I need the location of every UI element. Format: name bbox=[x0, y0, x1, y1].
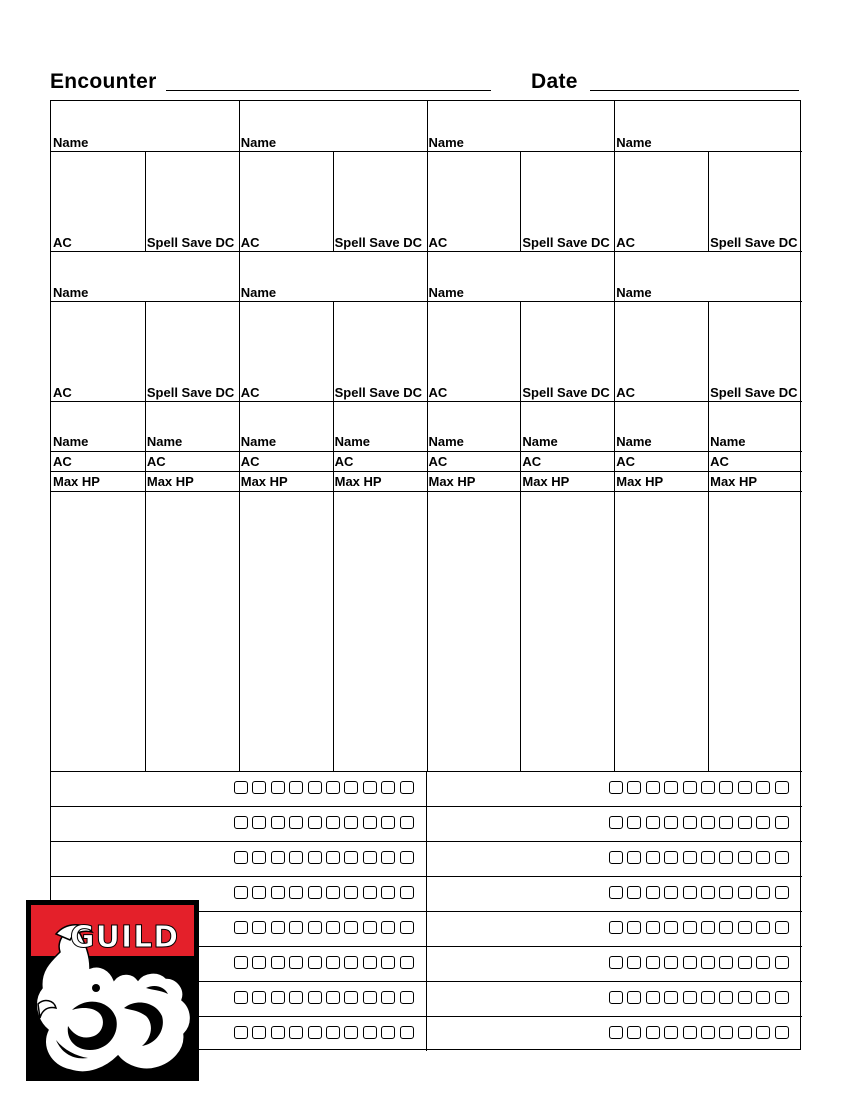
tracker-checkbox[interactable] bbox=[701, 781, 715, 794]
player-name-field[interactable]: Name bbox=[616, 285, 652, 300]
tracker-checkbox[interactable] bbox=[646, 781, 660, 794]
monster-column-divider bbox=[427, 401, 428, 771]
monster-name-field[interactable]: Name bbox=[240, 434, 277, 449]
monster-name-field[interactable]: Name bbox=[53, 434, 89, 449]
tracker-checkbox[interactable] bbox=[738, 886, 752, 899]
monster-hp-tracker-area[interactable] bbox=[241, 493, 331, 769]
tracker-entry-right[interactable] bbox=[428, 913, 606, 944]
tracker-checkbox[interactable] bbox=[701, 991, 715, 1004]
tracker-checkbox[interactable] bbox=[775, 991, 789, 1004]
tracker-checkbox[interactable] bbox=[609, 991, 623, 1004]
player-name-field[interactable]: Name bbox=[53, 135, 89, 150]
tracker-checkbox[interactable] bbox=[344, 886, 358, 899]
tracker-checkbox[interactable] bbox=[756, 886, 770, 899]
tracker-checkbox[interactable] bbox=[775, 851, 789, 864]
tracker-entry-left[interactable] bbox=[53, 773, 231, 804]
tracker-checkbox[interactable] bbox=[363, 781, 377, 794]
player-ac-field[interactable]: AC bbox=[240, 235, 260, 250]
tracker-checkbox[interactable] bbox=[252, 851, 266, 864]
tracker-row-line bbox=[51, 841, 802, 842]
monster-hp-tracker-area[interactable] bbox=[616, 493, 706, 769]
tracker-checkbox[interactable] bbox=[756, 956, 770, 969]
monster-max-hp-field[interactable]: Max HP bbox=[334, 474, 382, 489]
tracker-checkbox[interactable] bbox=[683, 956, 697, 969]
monster-ac-field[interactable]: AC bbox=[522, 454, 542, 469]
tracker-checkbox[interactable] bbox=[308, 921, 322, 934]
tracker-checkbox[interactable] bbox=[756, 816, 770, 829]
tracker-checkbox[interactable] bbox=[363, 851, 377, 864]
tracker-checkbox[interactable] bbox=[234, 816, 248, 829]
tracker-checkbox[interactable] bbox=[646, 886, 660, 899]
player-spell-save-dc-field[interactable]: Spell Save DC bbox=[334, 235, 423, 250]
tracker-checkbox[interactable] bbox=[381, 921, 395, 934]
tracker-checkbox[interactable] bbox=[308, 851, 322, 864]
tracker-checkbox[interactable] bbox=[683, 991, 697, 1004]
player-cell-divider bbox=[333, 151, 334, 251]
tracker-checkbox[interactable] bbox=[363, 1026, 377, 1039]
tracker-checkbox[interactable] bbox=[664, 886, 678, 899]
tracker-row-line bbox=[51, 806, 802, 807]
tracker-checkbox[interactable] bbox=[664, 956, 678, 969]
monster-ac-field[interactable]: AC bbox=[146, 454, 166, 469]
tracker-checkbox[interactable] bbox=[701, 816, 715, 829]
tracker-row-line bbox=[51, 876, 802, 877]
monster-name-field[interactable]: Name bbox=[616, 434, 652, 449]
tracker-checkbox[interactable] bbox=[234, 921, 248, 934]
player-name-field[interactable]: Name bbox=[428, 135, 464, 150]
tracker-checkbox[interactable] bbox=[701, 886, 715, 899]
tracker-checkbox[interactable] bbox=[738, 921, 752, 934]
tracker-entry-left[interactable] bbox=[53, 843, 231, 874]
tracker-checkbox[interactable] bbox=[775, 886, 789, 899]
tracker-checkbox[interactable] bbox=[271, 816, 285, 829]
tracker-checkbox[interactable] bbox=[326, 921, 340, 934]
tracker-checkbox[interactable] bbox=[738, 991, 752, 1004]
tracker-checkbox[interactable] bbox=[775, 956, 789, 969]
tracker-checkbox[interactable] bbox=[326, 851, 340, 864]
tracker-checkbox[interactable] bbox=[738, 816, 752, 829]
tracker-checkbox[interactable] bbox=[719, 956, 733, 969]
tracker-checkbox[interactable] bbox=[683, 851, 697, 864]
tracker-checkbox[interactable] bbox=[664, 991, 678, 1004]
player-ac-field[interactable]: AC bbox=[428, 385, 448, 400]
tracker-checkbox[interactable] bbox=[381, 781, 395, 794]
tracker-checkbox[interactable] bbox=[234, 956, 248, 969]
tracker-checkbox[interactable] bbox=[701, 956, 715, 969]
tracker-checkbox[interactable] bbox=[234, 1026, 248, 1039]
tracker-checkbox[interactable] bbox=[271, 991, 285, 1004]
player-column-divider bbox=[614, 101, 615, 401]
tracker-checkbox[interactable] bbox=[234, 886, 248, 899]
player-cell-divider bbox=[333, 301, 334, 401]
tracker-checkbox[interactable] bbox=[683, 1026, 697, 1039]
tracker-checkbox[interactable] bbox=[289, 851, 303, 864]
monster-hp-tracker-area[interactable] bbox=[335, 493, 425, 769]
tracker-checkbox[interactable] bbox=[664, 921, 678, 934]
tracker-entry-right[interactable] bbox=[428, 878, 606, 909]
tracker-checkbox[interactable] bbox=[289, 1026, 303, 1039]
tracker-checkbox[interactable] bbox=[664, 851, 678, 864]
monster-column-divider bbox=[614, 401, 615, 771]
tracker-checkbox[interactable] bbox=[609, 816, 623, 829]
tracker-checkbox[interactable] bbox=[627, 956, 641, 969]
player-cell-divider bbox=[520, 151, 521, 251]
tracker-checkbox[interactable] bbox=[308, 886, 322, 899]
tracker-checkbox[interactable] bbox=[252, 921, 266, 934]
tracker-checkbox[interactable] bbox=[381, 1026, 395, 1039]
tracker-checkbox[interactable] bbox=[775, 1026, 789, 1039]
tracker-checkbox[interactable] bbox=[738, 781, 752, 794]
tracker-checkbox[interactable] bbox=[289, 956, 303, 969]
tracker-checkbox[interactable] bbox=[664, 816, 678, 829]
tracker-entry-right[interactable] bbox=[428, 948, 606, 979]
tracker-checkbox[interactable] bbox=[609, 921, 623, 934]
tracker-checkbox[interactable] bbox=[609, 781, 623, 794]
tracker-checkbox[interactable] bbox=[271, 921, 285, 934]
player-name-field[interactable]: Name bbox=[616, 135, 652, 150]
player-spell-save-dc-field[interactable]: Spell Save DC bbox=[710, 385, 798, 400]
tracker-checkbox[interactable] bbox=[344, 851, 358, 864]
player-name-field[interactable]: Name bbox=[53, 285, 89, 300]
tracker-checkbox[interactable] bbox=[252, 886, 266, 899]
tracker-checkbox[interactable] bbox=[627, 851, 641, 864]
tracker-checkbox[interactable] bbox=[627, 816, 641, 829]
tracker-checkbox[interactable] bbox=[234, 781, 248, 794]
tracker-checkbox[interactable] bbox=[326, 886, 340, 899]
monster-hp-tracker-area[interactable] bbox=[53, 493, 143, 769]
tracker-checkbox[interactable] bbox=[252, 956, 266, 969]
player-ac-field[interactable]: AC bbox=[53, 235, 72, 250]
player-name-field[interactable]: Name bbox=[428, 285, 464, 300]
player-cell-divider bbox=[708, 301, 709, 401]
tracker-checkbox[interactable] bbox=[738, 956, 752, 969]
tracker-checkbox[interactable] bbox=[363, 886, 377, 899]
tracker-checkbox[interactable] bbox=[234, 991, 248, 1004]
tracker-checkbox[interactable] bbox=[719, 991, 733, 1004]
tracker-checkbox[interactable] bbox=[326, 781, 340, 794]
tracker-checkbox[interactable] bbox=[289, 921, 303, 934]
player-spell-save-dc-field[interactable]: Spell Save DC bbox=[522, 385, 610, 400]
tracker-checkbox[interactable] bbox=[400, 956, 414, 969]
tracker-entry-right[interactable] bbox=[428, 808, 606, 839]
player-ac-field[interactable]: AC bbox=[428, 235, 448, 250]
tracker-checkbox[interactable] bbox=[756, 991, 770, 1004]
date-field-line[interactable] bbox=[590, 90, 799, 91]
tracker-checkbox[interactable] bbox=[271, 781, 285, 794]
monster-name-field[interactable]: Name bbox=[428, 434, 464, 449]
player-ac-field[interactable]: AC bbox=[616, 235, 636, 250]
tracker-checkbox[interactable] bbox=[271, 1026, 285, 1039]
tracker-checkbox[interactable] bbox=[683, 921, 697, 934]
monster-max-hp-field[interactable]: Max HP bbox=[240, 474, 288, 489]
tracker-checkbox[interactable] bbox=[400, 991, 414, 1004]
tracker-checkbox[interactable] bbox=[363, 956, 377, 969]
tracker-checkbox[interactable] bbox=[344, 781, 358, 794]
tracker-checkbox[interactable] bbox=[701, 1026, 715, 1039]
monster-hp-tracker-area[interactable] bbox=[429, 493, 519, 769]
tracker-checkbox[interactable] bbox=[738, 851, 752, 864]
tracker-checkbox[interactable] bbox=[646, 851, 660, 864]
monster-ac-field[interactable]: AC bbox=[428, 454, 448, 469]
tracker-checkbox[interactable] bbox=[646, 921, 660, 934]
tracker-checkbox[interactable] bbox=[363, 921, 377, 934]
monster-max-hp-field[interactable]: Max HP bbox=[710, 474, 758, 489]
tracker-checkbox[interactable] bbox=[308, 991, 322, 1004]
tracker-checkbox[interactable] bbox=[344, 991, 358, 1004]
tracker-checkbox[interactable] bbox=[609, 851, 623, 864]
tracker-checkbox[interactable] bbox=[627, 886, 641, 899]
monster-hp-tracker-area[interactable] bbox=[147, 493, 237, 769]
player-ac-field[interactable]: AC bbox=[240, 385, 260, 400]
tracker-checkbox[interactable] bbox=[289, 816, 303, 829]
tracker-checkbox[interactable] bbox=[400, 816, 414, 829]
tracker-checkbox[interactable] bbox=[646, 991, 660, 1004]
tracker-checkbox[interactable] bbox=[363, 816, 377, 829]
tracker-checkbox[interactable] bbox=[775, 921, 789, 934]
tracker-checkbox[interactable] bbox=[719, 886, 733, 899]
tracker-checkbox[interactable] bbox=[252, 816, 266, 829]
player-spell-save-dc-field[interactable]: Spell Save DC bbox=[334, 385, 423, 400]
monster-ac-field[interactable]: AC bbox=[53, 454, 72, 469]
player-cell-divider bbox=[708, 151, 709, 251]
tracker-checkbox[interactable] bbox=[252, 781, 266, 794]
monster-column-divider bbox=[333, 401, 334, 771]
tracker-checkbox[interactable] bbox=[344, 816, 358, 829]
tracker-checkbox[interactable] bbox=[400, 1026, 414, 1039]
tracker-checkbox[interactable] bbox=[252, 991, 266, 1004]
tracker-checkbox[interactable] bbox=[646, 816, 660, 829]
tracker-checkbox[interactable] bbox=[308, 956, 322, 969]
tracker-checkbox[interactable] bbox=[683, 886, 697, 899]
tracker-checkbox[interactable] bbox=[646, 1026, 660, 1039]
player-ac-field[interactable]: AC bbox=[53, 385, 72, 400]
tracker-checkbox[interactable] bbox=[344, 956, 358, 969]
monster-name-field[interactable]: Name bbox=[146, 434, 183, 449]
tracker-checkbox[interactable] bbox=[400, 851, 414, 864]
tracker-checkbox[interactable] bbox=[738, 1026, 752, 1039]
monster-name-line bbox=[51, 451, 802, 452]
date-label: Date bbox=[531, 70, 578, 93]
tracker-checkbox[interactable] bbox=[683, 816, 697, 829]
tracker-checkbox[interactable] bbox=[683, 781, 697, 794]
tracker-checkbox[interactable] bbox=[701, 851, 715, 864]
tracker-entry-right[interactable] bbox=[428, 843, 606, 874]
tracker-checkbox[interactable] bbox=[234, 851, 248, 864]
player-name-field[interactable]: Name bbox=[240, 135, 277, 150]
monster-ac-line bbox=[51, 471, 802, 472]
tracker-checkbox[interactable] bbox=[719, 1026, 733, 1039]
monster-name-field[interactable]: Name bbox=[710, 434, 746, 449]
tracker-checkbox[interactable] bbox=[363, 991, 377, 1004]
tracker-checkbox[interactable] bbox=[664, 1026, 678, 1039]
tracker-checkbox[interactable] bbox=[609, 1026, 623, 1039]
encounter-label: Encounter bbox=[50, 70, 157, 93]
tracker-checkbox[interactable] bbox=[289, 781, 303, 794]
tracker-checkbox[interactable] bbox=[271, 851, 285, 864]
player-spell-save-dc-field[interactable]: Spell Save DC bbox=[522, 235, 610, 250]
monster-column-divider bbox=[239, 401, 240, 771]
tracker-checkbox[interactable] bbox=[719, 851, 733, 864]
tracker-checkbox[interactable] bbox=[627, 1026, 641, 1039]
player-column-divider bbox=[239, 101, 240, 401]
logo-text: GUILD bbox=[70, 920, 180, 955]
tracker-checkbox[interactable] bbox=[627, 781, 641, 794]
tracker-checkbox[interactable] bbox=[775, 816, 789, 829]
tracker-checkbox[interactable] bbox=[326, 956, 340, 969]
tracker-checkbox[interactable] bbox=[381, 991, 395, 1004]
monster-hp-tracker-area[interactable] bbox=[710, 493, 800, 769]
monster-name-field[interactable]: Name bbox=[522, 434, 558, 449]
monster-ac-field[interactable]: AC bbox=[710, 454, 729, 469]
monster-ac-field[interactable]: AC bbox=[240, 454, 260, 469]
monster-column-divider bbox=[708, 401, 709, 771]
encounter-field-line[interactable] bbox=[166, 90, 491, 91]
player-cell-divider bbox=[145, 301, 146, 401]
tracker-checkbox[interactable] bbox=[609, 886, 623, 899]
monster-name-field[interactable]: Name bbox=[334, 434, 371, 449]
player-ac-field[interactable]: AC bbox=[616, 385, 636, 400]
tracker-checkbox[interactable] bbox=[646, 956, 660, 969]
tracker-entry-right[interactable] bbox=[428, 983, 606, 1014]
monster-max-hp-field[interactable]: Max HP bbox=[616, 474, 664, 489]
monster-hp-line bbox=[51, 491, 802, 492]
tracker-checkbox[interactable] bbox=[381, 956, 395, 969]
tracker-checkbox[interactable] bbox=[627, 921, 641, 934]
tracker-checkbox[interactable] bbox=[326, 991, 340, 1004]
tracker-checkbox[interactable] bbox=[271, 956, 285, 969]
tracker-checkbox[interactable] bbox=[719, 816, 733, 829]
monster-hp-tracker-area[interactable] bbox=[522, 493, 612, 769]
tracker-checkbox[interactable] bbox=[756, 921, 770, 934]
tracker-checkbox[interactable] bbox=[701, 921, 715, 934]
guild-logo bbox=[26, 900, 199, 1081]
monster-max-hp-field[interactable]: Max HP bbox=[428, 474, 476, 489]
player-spell-save-dc-field[interactable]: Spell Save DC bbox=[710, 235, 798, 250]
tracker-checkbox[interactable] bbox=[381, 886, 395, 899]
tracker-checkbox[interactable] bbox=[289, 991, 303, 1004]
tracker-checkbox[interactable] bbox=[756, 851, 770, 864]
monster-max-hp-field[interactable]: Max HP bbox=[146, 474, 194, 489]
monster-column-divider bbox=[520, 401, 521, 771]
tracker-checkbox[interactable] bbox=[400, 781, 414, 794]
tracker-entry-left[interactable] bbox=[53, 808, 231, 839]
tracker-entry-right[interactable] bbox=[428, 1018, 606, 1049]
tracker-checkbox[interactable] bbox=[344, 1026, 358, 1039]
tracker-checkbox[interactable] bbox=[252, 1026, 266, 1039]
monster-max-hp-field[interactable]: Max HP bbox=[53, 474, 100, 489]
tracker-checkbox[interactable] bbox=[756, 1026, 770, 1039]
tracker-checkbox[interactable] bbox=[289, 886, 303, 899]
tracker-checkbox[interactable] bbox=[326, 816, 340, 829]
tracker-checkbox[interactable] bbox=[400, 886, 414, 899]
monster-ac-field[interactable]: AC bbox=[616, 454, 636, 469]
tracker-checkbox[interactable] bbox=[308, 816, 322, 829]
player-cell-divider bbox=[520, 301, 521, 401]
tracker-checkbox[interactable] bbox=[627, 991, 641, 1004]
tracker-entry-right[interactable] bbox=[428, 773, 606, 804]
monster-column-divider bbox=[145, 401, 146, 771]
tracker-checkbox[interactable] bbox=[664, 781, 678, 794]
tracker-checkbox[interactable] bbox=[400, 921, 414, 934]
monster-ac-field[interactable]: AC bbox=[334, 454, 354, 469]
tracker-checkbox[interactable] bbox=[271, 886, 285, 899]
player-column-divider bbox=[427, 101, 428, 401]
tracker-checkbox[interactable] bbox=[326, 1026, 340, 1039]
tracker-checkbox[interactable] bbox=[609, 956, 623, 969]
tracker-checkbox[interactable] bbox=[308, 781, 322, 794]
player-name-field[interactable]: Name bbox=[240, 285, 277, 300]
tracker-checkbox[interactable] bbox=[344, 921, 358, 934]
tracker-checkbox[interactable] bbox=[308, 1026, 322, 1039]
tracker-checkbox[interactable] bbox=[719, 921, 733, 934]
player-spell-save-dc-field[interactable]: Spell Save DC bbox=[146, 385, 235, 400]
player-cell-divider bbox=[145, 151, 146, 251]
monster-max-hp-field[interactable]: Max HP bbox=[522, 474, 570, 489]
player-spell-save-dc-field[interactable]: Spell Save DC bbox=[146, 235, 235, 250]
tracker-checkbox[interactable] bbox=[381, 851, 395, 864]
tracker-checkbox[interactable] bbox=[756, 781, 770, 794]
tracker-checkbox[interactable] bbox=[381, 816, 395, 829]
tracker-checkbox[interactable] bbox=[775, 781, 789, 794]
tracker-checkbox[interactable] bbox=[719, 781, 733, 794]
